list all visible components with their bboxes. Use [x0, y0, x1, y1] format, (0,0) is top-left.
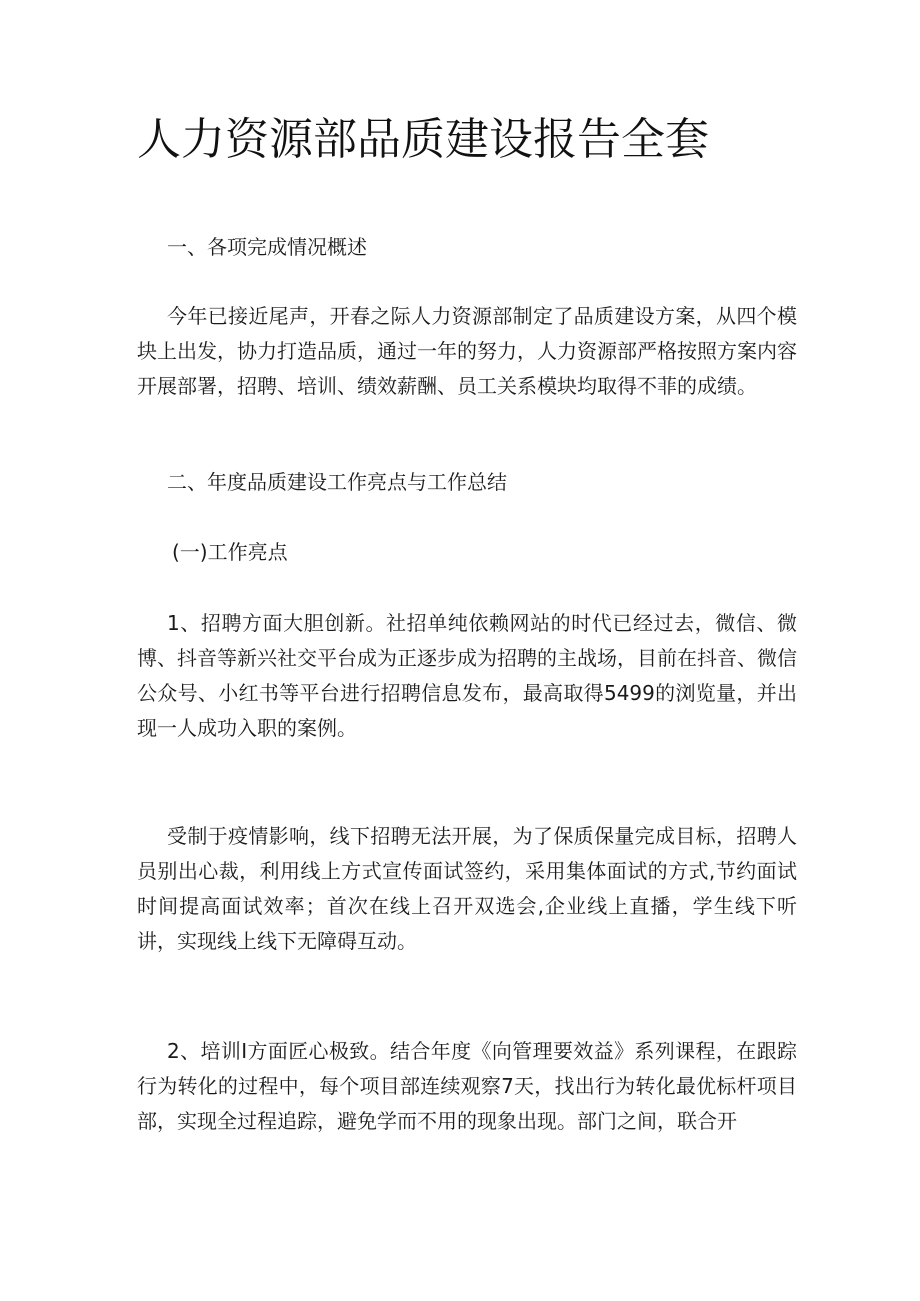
- subheading-work-highlights: (一)工作亮点: [172, 540, 288, 564]
- paragraph-training: 2、培训I方面匠心极致。结合年度《向管理要效益》系列课程，在跟踪行为转化的过程中，每个项目部连续观察7天，找出行为转化最优标杆项目部，实现全过程追踪，避免学而不用的现象出现。部门之间，联合开: [137, 1039, 797, 1133]
- section-heading-highlights: 二、年度品质建设工作亮点与工作总结: [167, 470, 507, 494]
- paragraph-online-recruitment: 受制于疫情影响，线下招聘无法开展，为了保质保量完成目标，招聘人员别出心裁，利用线上方式宣传面试签约，采用集体面试的方式,节约面试时间提高面试效率；首次在线上召开双选会,企业线上直播，学生线下听讲，实现线上线下无障碍互动。: [137, 824, 797, 953]
- paragraph-recruitment-innovation: 1、招聘方面大胆创新。社招单纯依赖网站的时代已经过去，微信、微博、抖音等新兴社交平台成为正逐步成为招聘的主战场，目前在抖音、微信公众号、小红书等平台进行招聘信息发布，最高取得5499的浏览量，并出现一人成功入职的案例。: [137, 611, 797, 740]
- document-title: 人力资源部品质建设报告全套: [137, 114, 709, 165]
- paragraph-overview: 今年已接近尾声，开春之际人力资源部制定了品质建设方案，从四个模块上出发，协力打造品质，通过一年的努力，人力资源部严格按照方案内容开展部署，招聘、培训、绩效薪酬、员工关系模块均取得不菲的成绩。: [137, 304, 797, 398]
- section-heading-overview: 一、各项完成情况概述: [167, 235, 367, 259]
